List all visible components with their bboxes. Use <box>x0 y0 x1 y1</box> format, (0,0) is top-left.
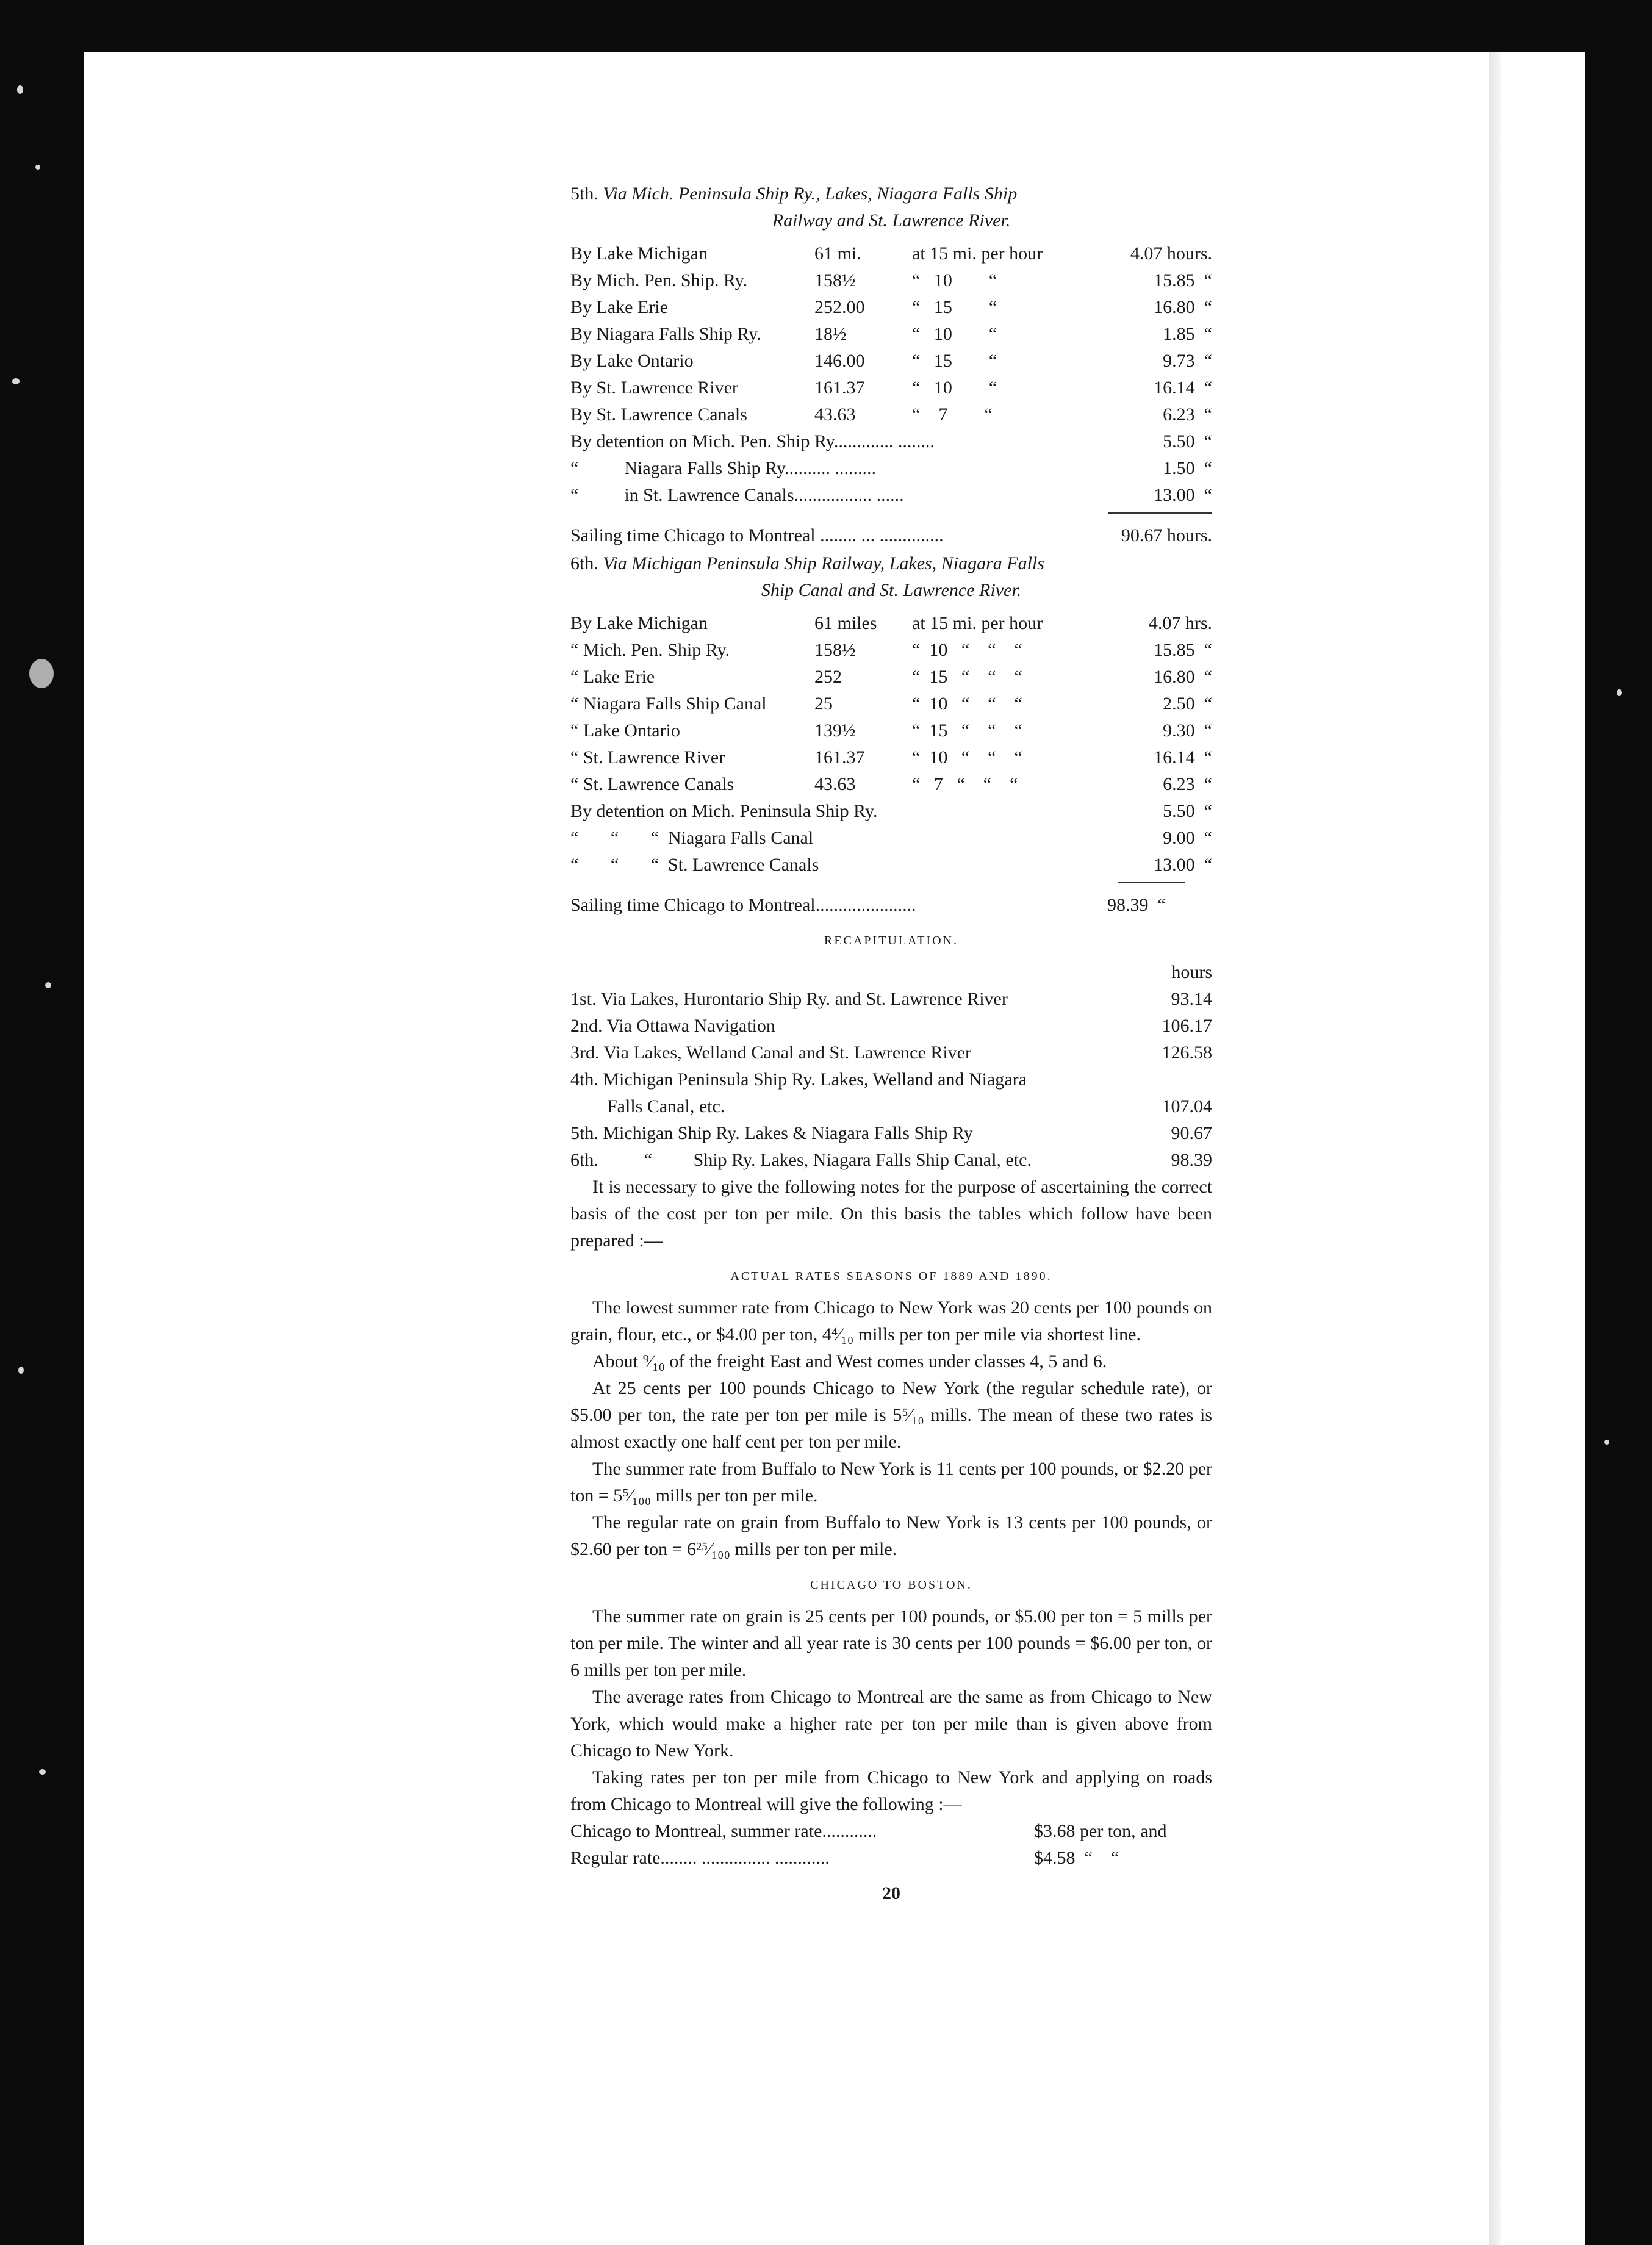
route5-table <box>570 240 1212 428</box>
route6-total-rule <box>1118 882 1185 883</box>
route-rate: “ 15 “ <box>912 351 997 371</box>
route-distance: 25 <box>814 694 833 714</box>
paragraph: At 25 cents per 100 pounds Chicago to New York (the regular schedule rate), or $5.00 per ton, the rate per ton per mile is 5⁵⁄₁₀ mills. The mean of these two rates is almost exactly one half cent per ton per mile. <box>570 1378 1212 1452</box>
recap-hours: 107.04 <box>1162 1096 1212 1116</box>
paragraph: About ⁹⁄₁₀ of the freight East and West comes under classes 4, 5 and 6. <box>592 1351 1107 1371</box>
detention-time: 9.00 “ <box>1163 828 1212 848</box>
recap-hours: 126.58 <box>1162 1043 1212 1063</box>
route-distance: 146.00 <box>814 351 865 371</box>
route-time: 9.30 “ <box>1163 720 1212 741</box>
route6-detentions <box>570 798 1212 878</box>
table-row <box>570 267 1212 294</box>
route-distance: 139½ <box>814 720 856 741</box>
route-distance: 43.63 <box>814 404 856 425</box>
route-rate: “ 10 “ “ “ <box>912 747 1022 767</box>
route5-total-time: 90.67 hours. <box>1121 525 1212 545</box>
table-row <box>570 1040 1212 1066</box>
rates-title: ACTUAL RATES SEASONS OF 1889 AND 1890. <box>730 1270 1052 1283</box>
detention-time: 13.00 “ <box>1154 855 1212 875</box>
final-rate-label: Chicago to Montreal, summer rate............ <box>570 1821 877 1841</box>
detention-label: By detention on Mich. Pen. Ship Ry............. ........ <box>570 431 935 451</box>
recap-title: RECAPITULATION. <box>824 934 958 947</box>
route-distance: 43.63 <box>814 774 856 794</box>
detention-time: 1.50 “ <box>1163 458 1212 478</box>
recap-route: 4th. Michigan Peninsula Ship Ry. Lakes, Welland and Niagara <box>570 1069 1027 1090</box>
route-label: “ Lake Ontario <box>570 720 680 741</box>
route5-heading-line2: Railway and St. Lawrence River. <box>772 210 1011 231</box>
paragraph: The regular rate on grain from Buffalo to New York is 13 cents per 100 pounds, or $2.60 per ton = 6²⁵⁄₁₀₀ mills per ton per mile. <box>570 1512 1212 1559</box>
recap-route: 2nd. Via Ottawa Navigation <box>570 1016 775 1036</box>
route-rate: “ 15 “ <box>912 297 997 317</box>
route-rate: “ 10 “ <box>912 270 997 290</box>
boston-paragraphs <box>570 1603 1212 1818</box>
route5-total-rule <box>1108 512 1212 514</box>
table-row <box>570 428 1212 455</box>
recap-route: 3rd. Via Lakes, Welland Canal and St. Lawrence River <box>570 1043 971 1063</box>
rates-paragraphs <box>570 1295 1212 1563</box>
route-time: 4.07 hours. <box>1130 243 1212 264</box>
scan-speck <box>45 982 51 988</box>
route5-total-row <box>570 522 1212 549</box>
table-row <box>570 240 1212 267</box>
table-row <box>570 321 1212 348</box>
route-rate: “ 15 “ “ “ <box>912 720 1022 741</box>
table-row <box>570 717 1212 744</box>
route-distance: 252.00 <box>814 297 865 317</box>
boston-title: CHICAGO TO BOSTON. <box>810 1578 972 1592</box>
route6-number: 6th. <box>570 553 598 573</box>
route-time: 2.50 “ <box>1163 694 1212 714</box>
route-label: By St. Lawrence Canals <box>570 404 747 425</box>
recap-route: Falls Canal, etc. <box>570 1096 725 1116</box>
final-rate-label: Regular rate........ ............... ............ <box>570 1848 830 1868</box>
route-label: By Niagara Falls Ship Ry. <box>570 324 761 344</box>
table-row <box>570 1093 1212 1120</box>
route-rate: “ 15 “ “ “ <box>912 667 1022 687</box>
table-row <box>570 664 1212 691</box>
final-rate-value: $3.68 per ton, and <box>1034 1821 1167 1841</box>
table-row <box>570 610 1212 637</box>
route6-total-label: Sailing time Chicago to Montreal...................... <box>570 895 916 915</box>
recap-unit: hours <box>1171 962 1212 982</box>
final-rates-table <box>570 1818 1212 1872</box>
route5-heading <box>570 181 1212 234</box>
table-row <box>570 455 1212 482</box>
scan-speck <box>35 165 40 170</box>
route-rate: at 15 mi. per hour <box>912 243 1043 264</box>
route6-heading-line1: Via Michigan Peninsula Ship Railway, Lakes, Niagara Falls <box>603 553 1044 573</box>
route6-total-row <box>570 892 1212 919</box>
route-distance: 158½ <box>814 270 856 290</box>
route-time: 9.73 “ <box>1163 351 1212 371</box>
paragraph: The lowest summer rate from Chicago to New York was 20 cents per 100 pounds on grain, flour, etc., or $4.00 per ton, 4⁴⁄₁₀ mills per ton per mile via shortest line. <box>570 1298 1212 1345</box>
route-time: 6.23 “ <box>1163 774 1212 794</box>
table-row <box>570 637 1212 664</box>
scan-speck <box>18 1367 24 1374</box>
recap-route: 6th. “ Ship Ry. Lakes, Niagara Falls Ship Canal, etc. <box>570 1150 1032 1170</box>
route-label: By Lake Michigan <box>570 613 708 633</box>
route-rate: at 15 mi. per hour <box>912 613 1043 633</box>
route-time: 15.85 “ <box>1154 640 1212 660</box>
scan-speck <box>29 659 54 688</box>
route-time: 6.23 “ <box>1163 404 1212 425</box>
route-distance: 158½ <box>814 640 856 660</box>
route-rate: “ 10 “ “ “ <box>912 640 1022 660</box>
recap-hours: 106.17 <box>1162 1016 1212 1036</box>
route-label: By Lake Ontario <box>570 351 694 371</box>
route6-table <box>570 610 1212 798</box>
route-label: “ Mich. Pen. Ship Ry. <box>570 640 730 660</box>
table-row <box>570 744 1212 771</box>
table-row <box>570 401 1212 428</box>
scan-speck <box>39 1769 46 1775</box>
scan-speck <box>17 85 23 94</box>
route-time: 16.80 “ <box>1154 297 1212 317</box>
route-rate: “ 10 “ <box>912 378 997 398</box>
recap-hours: 90.67 <box>1171 1123 1212 1143</box>
route-label: By Lake Michigan <box>570 243 708 264</box>
page-number: 20 <box>882 1883 900 1903</box>
detention-label: “ “ “ St. Lawrence Canals <box>570 855 819 875</box>
table-row <box>570 1013 1212 1040</box>
table-row <box>570 1845 1212 1872</box>
route5-number: 5th. <box>570 184 598 204</box>
route-label: By St. Lawrence River <box>570 378 738 398</box>
route5-total-label: Sailing time Chicago to Montreal ........ ... .............. <box>570 525 944 545</box>
route-distance: 161.37 <box>814 747 865 767</box>
route-time: 15.85 “ <box>1154 270 1212 290</box>
table-row <box>570 852 1212 878</box>
detention-label: By detention on Mich. Peninsula Ship Ry. <box>570 801 878 821</box>
recap-hours: 98.39 <box>1171 1150 1212 1170</box>
table-row <box>570 1066 1212 1093</box>
route-time: 16.80 “ <box>1154 667 1212 687</box>
page-content <box>570 181 1212 1907</box>
table-row <box>570 294 1212 321</box>
route-label: “ Niagara Falls Ship Canal <box>570 694 767 714</box>
route-rate: “ 10 “ “ “ <box>912 694 1022 714</box>
table-row <box>570 986 1212 1013</box>
paragraph: The summer rate on grain is 25 cents per 100 pounds, or $5.00 per ton = 5 mills per ton per mile. The winter and all year rate is 30 cents per 100 pounds = $6.00 per ton, or 6 mills per ton per mile. <box>570 1606 1212 1680</box>
detention-label: “ Niagara Falls Ship Ry.......... ......... <box>570 458 876 478</box>
table-row <box>570 375 1212 401</box>
table-row <box>570 1818 1212 1845</box>
detention-time: 5.50 “ <box>1163 431 1212 451</box>
table-row <box>570 348 1212 375</box>
detention-time: 5.50 “ <box>1163 801 1212 821</box>
route-label: “ St. Lawrence River <box>570 747 725 767</box>
page-edge-shadow <box>1489 52 1501 2245</box>
paragraph: The average rates from Chicago to Montreal are the same as from Chicago to New York, which would make a higher rate per ton per mile than is given above from Chicago to New York. <box>570 1687 1212 1761</box>
route-time: 4.07 hrs. <box>1148 613 1212 633</box>
recap-table <box>570 986 1212 1174</box>
table-row <box>570 798 1212 825</box>
route-distance: 61 mi. <box>814 243 861 264</box>
route-time: 16.14 “ <box>1154 378 1212 398</box>
route-distance: 18½ <box>814 324 847 344</box>
route-time: 16.14 “ <box>1154 747 1212 767</box>
detention-label: “ “ “ Niagara Falls Canal <box>570 828 814 848</box>
route-distance: 161.37 <box>814 378 865 398</box>
scan-speck <box>1604 1440 1609 1445</box>
scan-speck <box>1617 689 1622 696</box>
final-rate-value: $4.58 “ “ <box>1034 1848 1119 1868</box>
detention-time: 13.00 “ <box>1154 485 1212 505</box>
table-row <box>570 482 1212 509</box>
notes-paragraph: It is necessary to give the following notes for the purpose of ascertaining the correct basis of the cost per ton per mile. On this basis the tables which follow have been prepared :— <box>570 1177 1212 1251</box>
route-label: “ St. Lawrence Canals <box>570 774 734 794</box>
paragraph: The summer rate from Buffalo to New York is 11 cents per 100 pounds, or $2.20 per ton = 5⁵⁄₁₀₀ mills per ton per mile. <box>570 1459 1212 1506</box>
table-row <box>570 771 1212 798</box>
scan-speck <box>12 378 20 384</box>
table-row <box>570 691 1212 717</box>
route5-heading-line1: Via Mich. Peninsula Ship Ry., Lakes, Niagara Falls Ship <box>603 184 1018 204</box>
route-rate: “ 7 “ <box>912 404 993 425</box>
route-label: By Lake Erie <box>570 297 668 317</box>
route6-heading-line2: Ship Canal and St. Lawrence River. <box>761 580 1022 600</box>
route-label: “ Lake Erie <box>570 667 655 687</box>
route6-total-time: 98.39 “ <box>1107 895 1166 915</box>
detention-label: “ in St. Lawrence Canals................. ...... <box>570 485 904 505</box>
route5-detentions <box>570 428 1212 509</box>
route-label: By Mich. Pen. Ship. Ry. <box>570 270 748 290</box>
route-rate: “ 7 “ “ “ <box>912 774 1018 794</box>
route6-heading <box>570 550 1212 604</box>
route-distance: 252 <box>814 667 842 687</box>
recap-route: 1st. Via Lakes, Hurontario Ship Ry. and St. Lawrence River <box>570 989 1008 1009</box>
table-row <box>570 1120 1212 1147</box>
route-time: 1.85 “ <box>1163 324 1212 344</box>
recap-hours: 93.14 <box>1171 989 1212 1009</box>
table-row <box>570 825 1212 852</box>
route-rate: “ 10 “ <box>912 324 997 344</box>
paragraph: Taking rates per ton per mile from Chicago to New York and applying on roads from Chicago to Montreal will give the following :— <box>570 1767 1212 1814</box>
table-row <box>570 1147 1212 1174</box>
recap-route: 5th. Michigan Ship Ry. Lakes & Niagara Falls Ship Ry <box>570 1123 973 1143</box>
route-distance: 61 miles <box>814 613 877 633</box>
